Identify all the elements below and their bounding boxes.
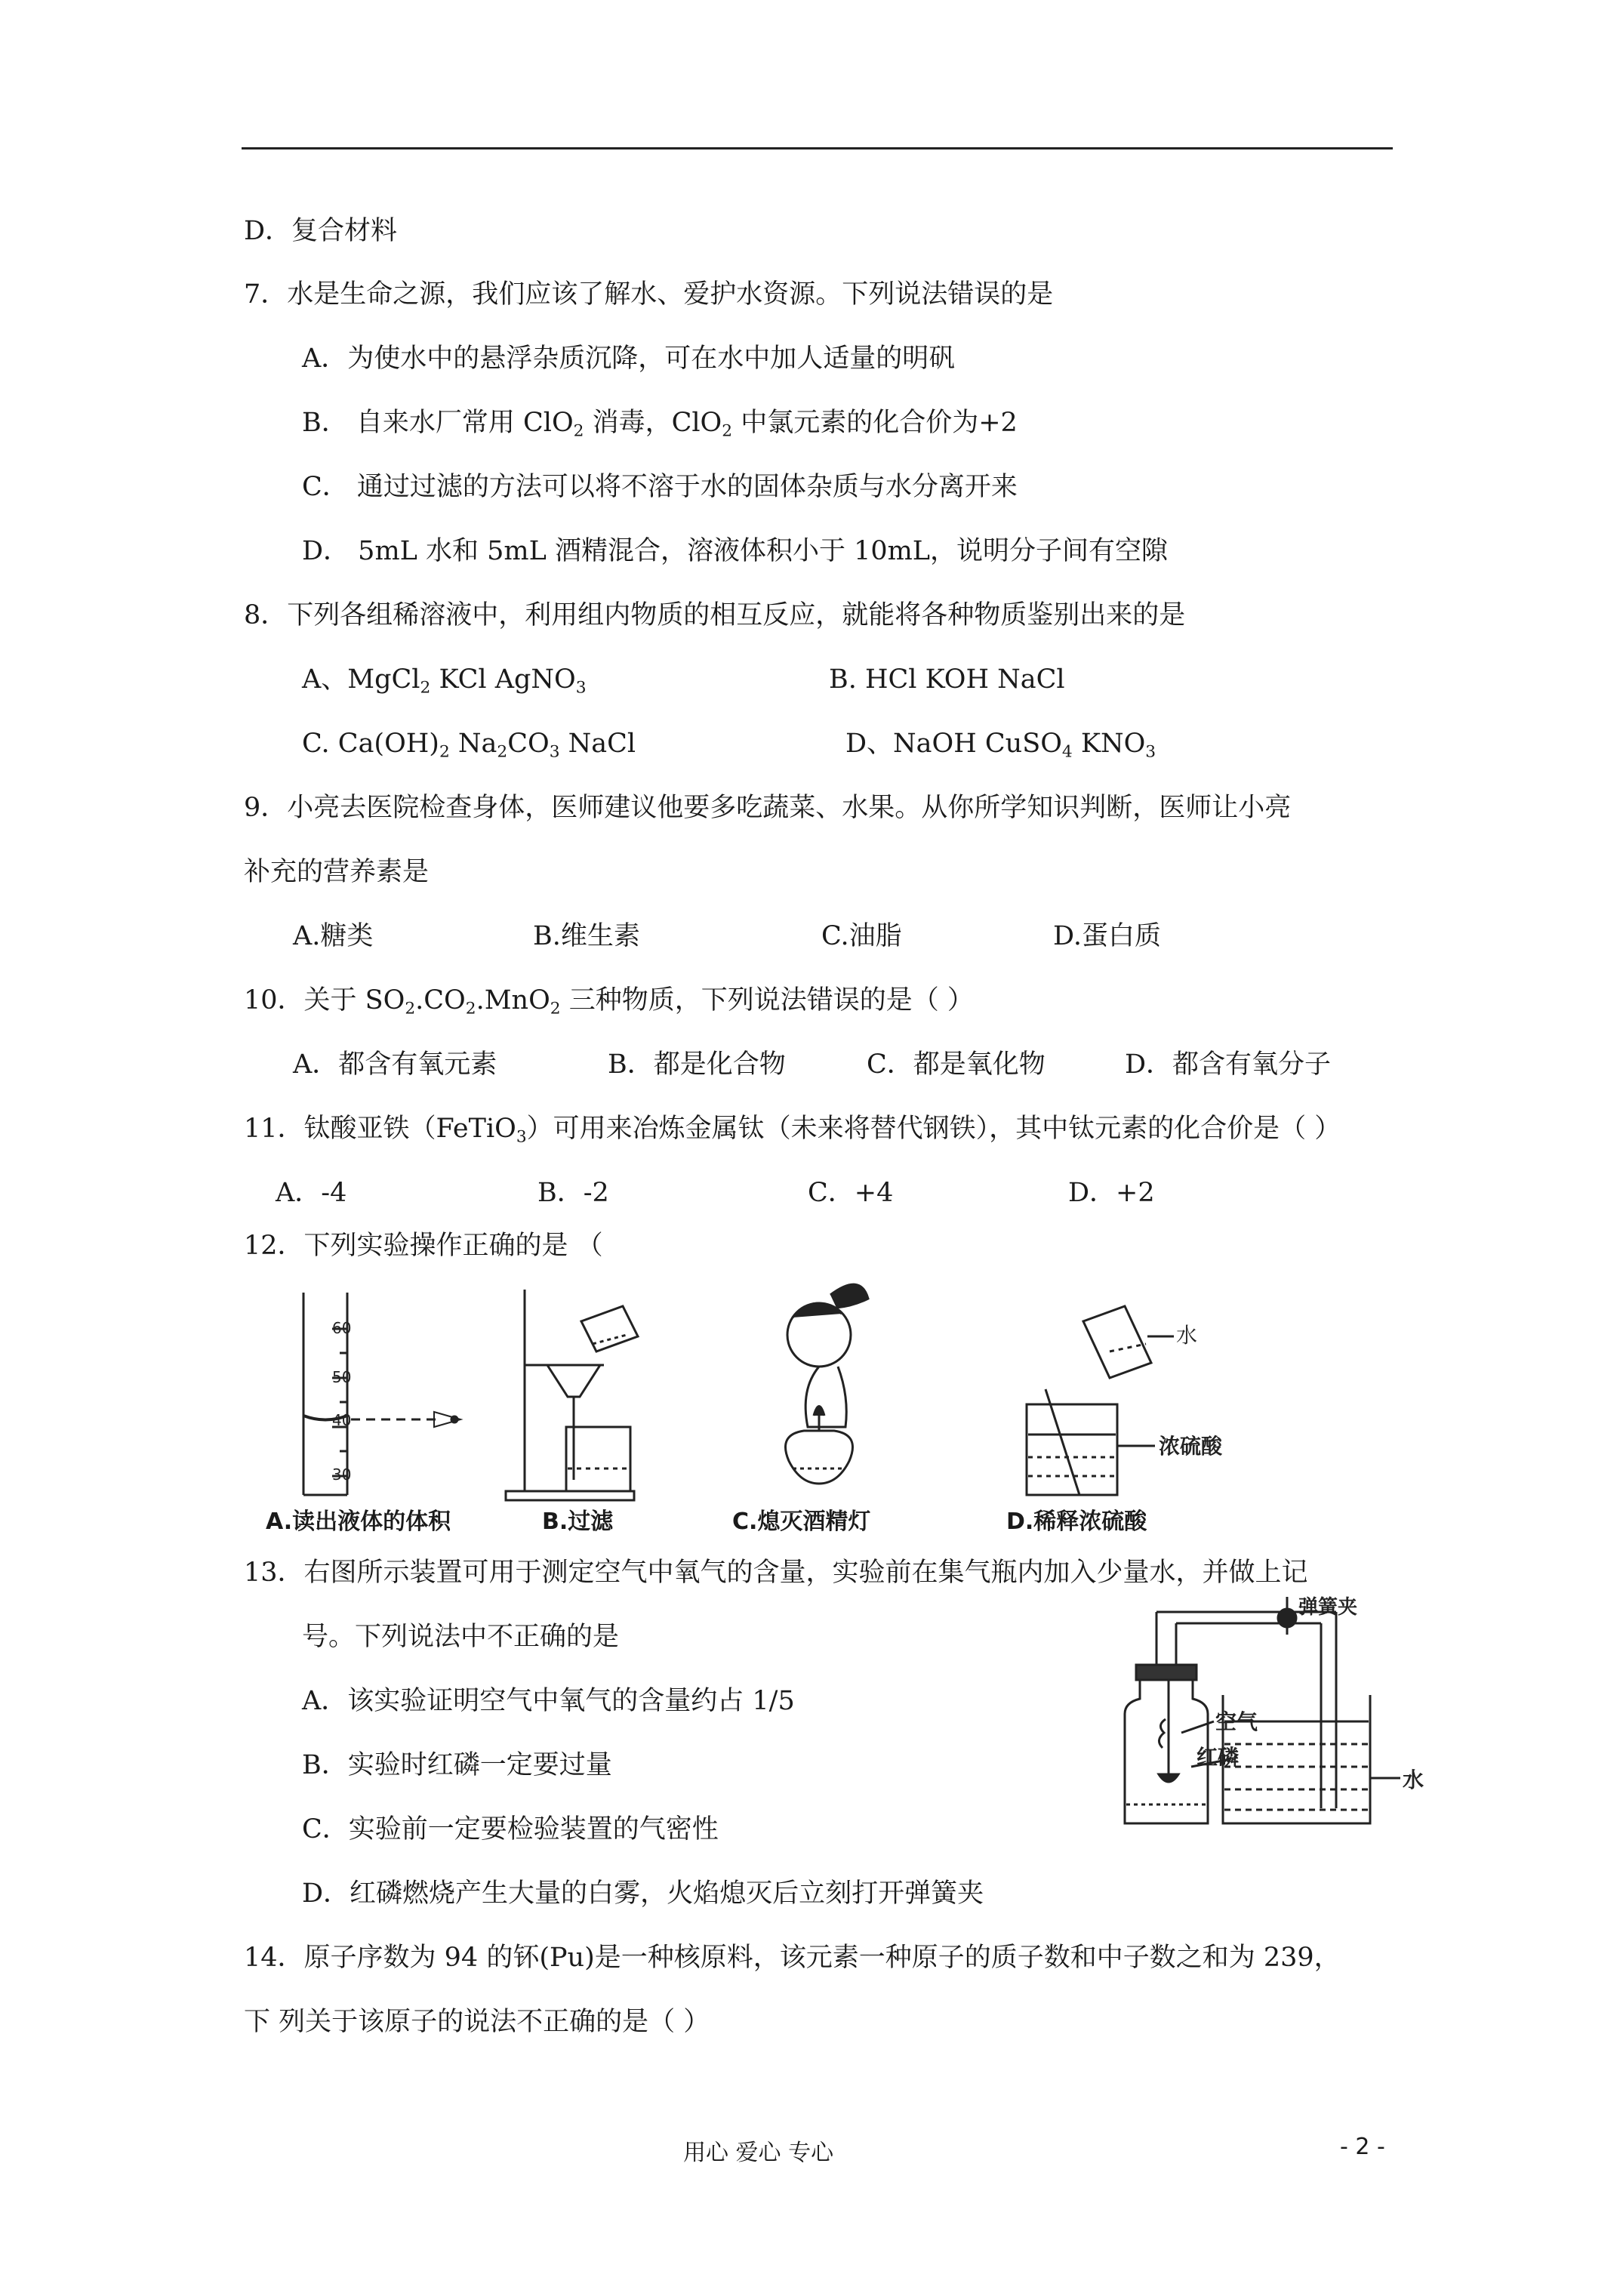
- label-water: 水: [1403, 1767, 1424, 1792]
- q13-option-a: A．该实验证明空气中氧气的含量约占 1/5: [302, 1686, 795, 1716]
- scale-label-40: 40: [332, 1411, 352, 1429]
- q11-stem: 11．钛酸亚铁（FeTiO$_3$）可用来冶炼金属钛（未来将替代钢铁），其中钛元素的化合价是（ ）: [244, 1114, 1341, 1147]
- q8-option-c: C. $Ca(OH)_2$ $Na_2CO_3$ NaCl: [302, 729, 636, 762]
- label-air: 空气: [1215, 1709, 1258, 1734]
- footer-motto: 用心 爱心 专心: [683, 2140, 834, 2166]
- q13-stem-line1: 13．右图所示装置可用于测定空气中氧气的含量，实验前在集气瓶内加入少量水，并做上记: [244, 1558, 1308, 1588]
- q13-apparatus-figure: [1110, 1589, 1434, 1838]
- q11-option-a: A．-4: [276, 1178, 347, 1208]
- q9-option-a: A.糖类: [293, 921, 374, 951]
- q9-stem-line2: 补充的营养素是: [244, 857, 430, 887]
- label-red-phosphorus: 红磷: [1196, 1745, 1240, 1770]
- scale-label-30: 30: [332, 1465, 352, 1484]
- q8-option-a: A、MgCl$_2$ KCl AgNO$_3$: [302, 664, 587, 698]
- label-water: 水: [1176, 1323, 1198, 1348]
- q10-stem: 10．关于 $SO_2.CO_2.MnO_2$ 三种物质，下列说法错误的是（ ）: [244, 985, 974, 1019]
- q7-stem: 7．水是生命之源，我们应该了解水、爱护水资源。下列说法错误的是: [244, 279, 1054, 310]
- q13-option-c: C．实验前一定要检验装置的气密性: [302, 1814, 719, 1845]
- q8-option-b: B. HCl KOH NaCl: [829, 664, 1065, 695]
- q9-option-d: D.蛋白质: [1053, 921, 1161, 951]
- header-rule: [242, 147, 1393, 149]
- q12-figure: [257, 1276, 1313, 1533]
- q8-option-d: D、NaOH CuSO$_4$ $KNO_3$: [845, 729, 1156, 762]
- page-number: - 2 -: [1340, 2134, 1385, 2160]
- q10-option-d: D．都含有氧分子: [1125, 1049, 1332, 1080]
- label-concentrated-acid: 浓硫酸: [1159, 1434, 1223, 1459]
- dilution-illustration: [1027, 1306, 1174, 1495]
- q10-option-b: B．都是化合物: [608, 1049, 786, 1080]
- filtration-illustration: [506, 1290, 638, 1500]
- q10-option-a: A．都含有氧元素: [293, 1049, 497, 1080]
- q6-option-d: D．复合材料: [244, 216, 398, 246]
- q9-stem-line1: 9．小亮去医院检查身体，医师建议他要多吃蔬菜、水果。从你所学知识判断，医师让小亮: [244, 793, 1292, 823]
- label-spring-clip: 弹簧夹: [1298, 1596, 1358, 1619]
- q11-option-b: B．-2: [537, 1178, 609, 1208]
- q12-caption-d: D.稀释浓硫酸: [1006, 1509, 1147, 1535]
- scale-label-60: 60: [332, 1319, 352, 1337]
- q11-option-d: D．+2: [1068, 1178, 1155, 1208]
- q14-stem-line2: 下 列关于该原子的说法不正确的是（ ）: [244, 2007, 710, 2037]
- q12-caption-c: C.熄灭酒精灯: [732, 1509, 871, 1535]
- q9-option-c: C.油脂: [821, 921, 902, 951]
- q14-stem-line1: 14．原子序数为 94 的钚(Pu)是一种核原料，该元素一种原子的质子数和中子数之和为 239，: [244, 1943, 1341, 1973]
- q9-option-b: B.维生素: [533, 921, 640, 951]
- q13-option-b: B．实验时红磷一定要过量: [302, 1750, 612, 1780]
- alcohol-lamp-illustration: [786, 1284, 869, 1484]
- q13-option-d: D．红磷燃烧产生大量的白雾，火焰熄灭后立刻打开弹簧夹: [302, 1878, 984, 1909]
- q8-stem: 8．下列各组稀溶液中，利用组内物质的相互反应，就能将各种物质鉴别出来的是: [244, 600, 1186, 630]
- q13-stem-line2: 号。下列说法中不正确的是: [302, 1622, 620, 1652]
- q7-option-b: B． 自来水厂常用 ClO$_2$ 消毒，ClO$_2$ 中氯元素的化合价为+2: [302, 408, 1018, 441]
- q10-option-c: C．都是氧化物: [867, 1049, 1046, 1080]
- q12-caption-a: A.读出液体的体积: [266, 1509, 451, 1535]
- q7-option-a: A．为使水中的悬浮杂质沉降，可在水中加人适量的明矾: [302, 344, 956, 374]
- q7-option-d: D． 5mL 水和 5mL 酒精混合，溶液体积小于 10mL，说明分子间有空隙: [302, 536, 1169, 566]
- q12-stem: 12．下列实验操作正确的是 （: [244, 1231, 603, 1261]
- graduated-cylinder-illustration: [303, 1293, 460, 1495]
- scale-label-50: 50: [332, 1368, 352, 1386]
- q7-option-c: C． 通过过滤的方法可以将不溶于水的固体杂质与水分离开来: [302, 472, 1018, 502]
- q12-caption-b: B.过滤: [542, 1509, 614, 1535]
- q11-option-c: C．+4: [808, 1178, 894, 1208]
